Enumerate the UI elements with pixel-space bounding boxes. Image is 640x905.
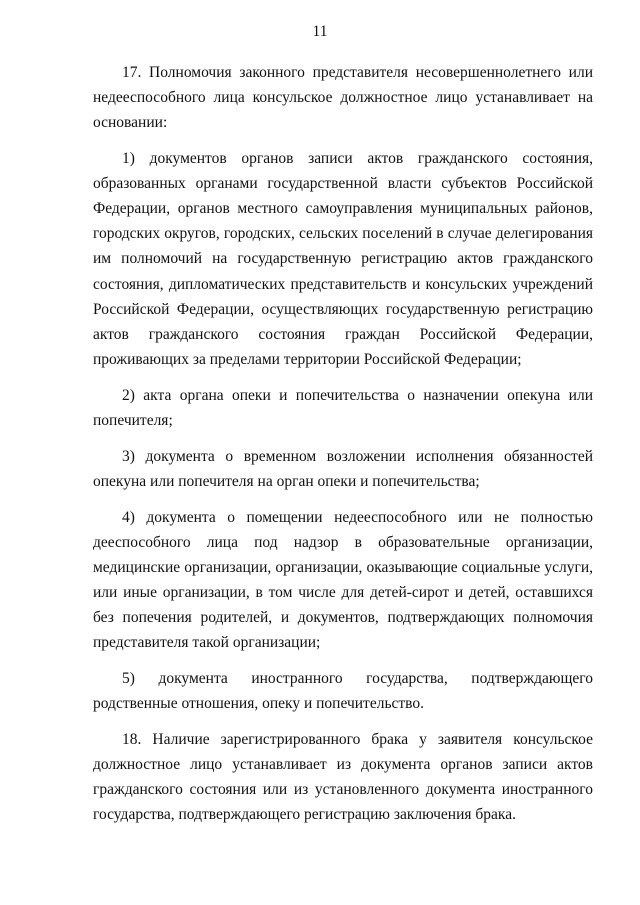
list-item-1: 1) документов органов записи актов гражданского состояния, образованных органами государственной власти субъектов Российской Федерации, органов местного самоуправления муниципальных районов, городских округов, городских, сельских поселений в случае делегирования им полномочий на государственную регистрацию актов гражданского состояния, дипломатических представительств и консульских учреждений Российской Федерации, осуществляющих государственную регистрацию актов гражданского состояния граждан Российской Федерации, проживающих за пределами территории Российской Федерации; — [93, 150, 593, 368]
list-item-4: 4) документа о помещении недееспособного или не полностью дееспособного лица под надзор в образовательные организации, медицинские организации, организации, оказывающие социальные услуги, или иные организации, в том числе для детей-сирот и детей, оставшихся без попечения родителей, и документов, подтверждающих полномочия представителя такой организации; — [93, 508, 593, 652]
list-item-5: 5) документа иностранного государства, подтверждающего родственные отношения, опеку и попечительство. — [93, 670, 593, 713]
paragraph-17: 17. Полномочия законного представителя несовершеннолетнего или недееспособного лица консульское должностное лицо устанавливает на основании: — [93, 64, 593, 132]
paragraph-18: 18. Наличие зарегистрированного брака у заявителя консульское должностное лицо устанавливает из документа органов записи актов гражданского состояния или из установленного документа иностранного государства, подтверждающего регистрацию заключения брака. — [93, 731, 593, 824]
list-item-3: 3) документа о временном возложении исполнения обязанностей опекуна или попечителя на орган опеки и попечительства; — [93, 447, 593, 490]
document-body — [93, 60, 593, 827]
page-number: 11 — [312, 23, 328, 40]
list-item-2: 2) акта органа опеки и попечительства о назначении опекуна или попечителя; — [93, 386, 593, 429]
